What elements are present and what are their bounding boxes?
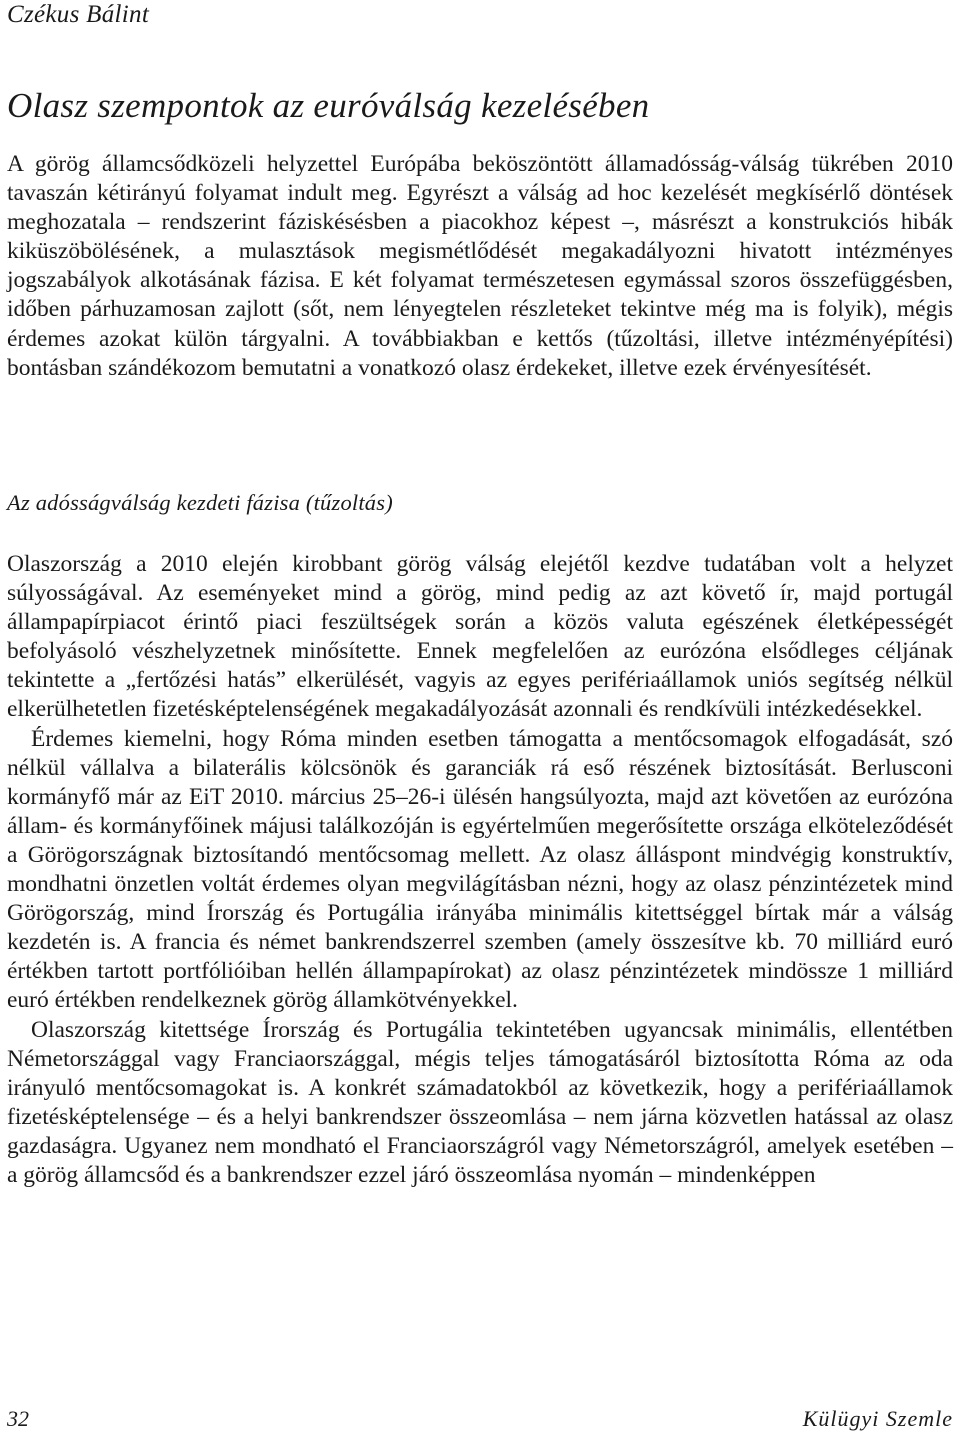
document-page (7, 0, 953, 1439)
journal-name: Külügyi Szemle (802, 1406, 953, 1431)
section-body (7, 550, 953, 1190)
article-title: Olasz szempontok az euróválság kezelésében (7, 86, 650, 125)
section-heading: Az adósságválság kezdeti fázisa (tűzoltás) (7, 490, 393, 515)
running-head-author: Czékus Bálint (7, 1, 150, 28)
body-paragraph: Érdemes kiemelni, hogy Róma minden esetben támogatta a mentőcsomagok elfogadását, szó nélkül vállalva a bilaterális kölcsönök és garanciák rá eső részének biztosítását. Berlusconi kormányfő már az EiT 2010. március 25–26-i ülésén hangsúlyozta, majd azt követően az eurózóna állam- és kormányfőinek májusi találkozóján is egyértelműen megerősítette országa elköteleződését a Görögországnak biztosítandó mentőcsomag mellett. Az olasz álláspont mindvégig konstruktív, mondhatni önzetlen voltát érdemes olyan megvilágításban nézni, hogy az olasz pénzintézetek mind Görögország, mind Írország és Portugália irányába minimális kitettséggel bírtak már a válság kezdetén is. A francia és német bankrendszerrel szemben (amely összesítve kb. 70 milliárd euró értékben tartott portfólióiban hellén állampapírokat) az olasz pénzintézetek mindössze 1 milliárd euró értékben rendelkeznek görög államkötvényekkel. (7, 725, 953, 1014)
intro-paragraph: A görög államcsődközeli helyzettel Európába beköszöntött államadósság-válság tükrében 2010 tavaszán kétirányú folyamat indult meg. Egyrészt a válság ad hoc kezelését megkísérlő döntések meghozatala – rendszerint fáziskésésben a piacokhoz képest –, másrészt a konstrukciós hibák kiküszöbölésének, a mulasztások megismétlődését megakadályozni hivatott intézményes jogszabályok alkotásának fázisa. E két folyamat természetesen egymással szoros összefüggésben, időben párhuzamosan zajlott (sőt, nem lényegtelen részleteket tekintve még ma is folyik), mégis érdemes azokat külön tárgyalni. A továbbiakban e kettős (tűzoltási, illetve intézményépítési) bontásban szándékozom bemutatni a vonatkozó olasz érdekeket, illetve ezek érvényesítését. (7, 151, 953, 381)
intro-section (7, 150, 953, 383)
body-paragraph: Olaszország kitettsége Írország és Portugália tekintetében ugyancsak minimális, ellentétben Németországgal vagy Franciaországgal, mégis teljes támogatásáról biztosította Róma az oda irányuló mentőcsomagokat is. A konkrét számadatokból az következik, hogy a perifériaállamok fizetésképtelensége – és a helyi bankrendszer összeomlása – nem járna közvetlen hatással az olasz gazdaságra. Ugyanez nem mondható el Franciaországról vagy Németországról, amelyek esetében – a görög államcsőd és a bankrendszer ezzel járó összeomlása nyomán – mindenképpen (7, 1016, 953, 1188)
body-paragraph: Olaszország a 2010 elején kirobbant görög válság elejétől kezdve tudatában volt a helyzet súlyosságával. Az eseményeket mind a görög, mind pedig az azt követő ír, majd portugál állampapírpiacot érintő piaci feszültségek során a közös valuta egészének életképességét befolyásoló vészhelyzetnek minősítette. Ennek megfelelően az eurózóna elsődleges céljának tekintette a „fertőzési hatás” elkerülését, vagyis az egyes perifériaállamok uniós segítség nélkül elkerülhetetlen fizetésképtelenségének megakadályozását azonnali és rendkívüli intézkedésekkel. (7, 551, 953, 723)
page-number: 32 (7, 1406, 29, 1431)
